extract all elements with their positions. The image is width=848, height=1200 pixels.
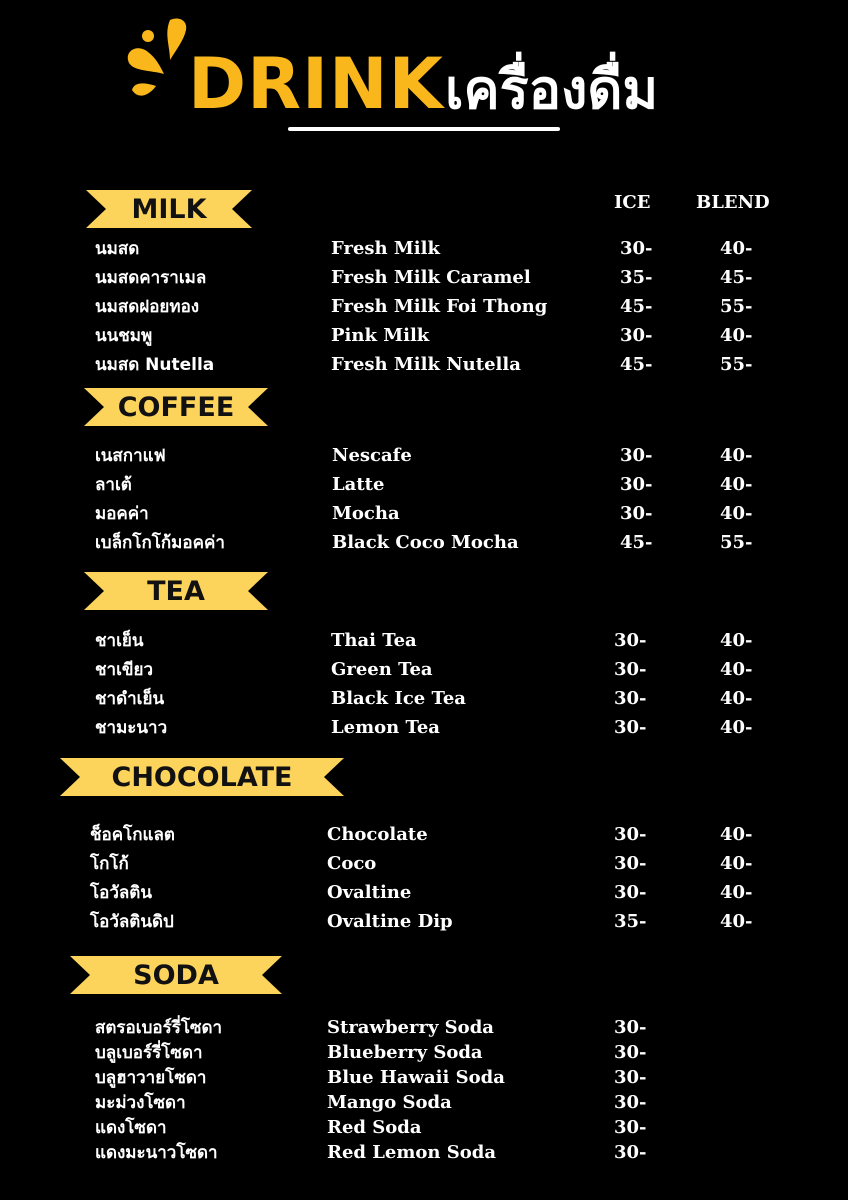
price-blend: 40- (720, 824, 753, 845)
item-name-thai: สตรอเบอร์รี่โซดา (95, 1018, 223, 1038)
section-title: COFFEE (117, 391, 235, 423)
item-name-english: Black Ice Tea (331, 688, 466, 709)
price-ice: 30- (614, 824, 647, 845)
price-ice: 30- (614, 659, 647, 680)
menu-item-row (0, 714, 848, 742)
section-title: SODA (133, 959, 219, 991)
item-name-english: Fresh Milk Nutella (331, 354, 521, 375)
price-ice: 30- (620, 474, 653, 495)
item-name-thai: ชาเขียว (95, 660, 154, 680)
item-name-thai: โอวัลตินดิป (90, 912, 174, 932)
price-ice: 35- (620, 267, 653, 288)
price-blend: 55- (720, 532, 753, 553)
price-blend: 40- (720, 503, 753, 524)
item-name-english: Fresh Milk Caramel (331, 267, 531, 288)
item-name-english: Red Lemon Soda (327, 1142, 497, 1163)
item-name-english: Thai Tea (331, 630, 417, 651)
item-name-thai: ลาเต้ (95, 475, 132, 495)
item-name-english: Coco (327, 853, 377, 874)
item-name-thai: ช็อคโกแลต (90, 825, 175, 845)
section-banner-soda (70, 956, 282, 994)
menu-item-row (0, 1039, 848, 1067)
section-banner-coffee (84, 388, 268, 426)
item-name-thai: นมสด (95, 239, 140, 259)
menu-item-row (0, 1014, 848, 1042)
price-blend: 40- (720, 445, 753, 466)
menu-item-row (0, 656, 848, 684)
title-drink: DRINK (188, 43, 444, 125)
price-blend: 40- (720, 688, 753, 709)
item-name-thai: ชามะนาว (95, 718, 168, 738)
blend-column-header: BLEND (696, 192, 770, 213)
menu-item-row (0, 235, 848, 263)
title-thai: เครื่องดื่ม (445, 58, 659, 121)
menu-item-row (0, 850, 848, 878)
price-ice: 30- (614, 688, 647, 709)
section-title: MILK (131, 193, 207, 225)
price-blend: 40- (720, 659, 753, 680)
item-name-english: Chocolate (327, 824, 428, 845)
item-name-thai: เบล็กโกโก้มอคค่า (95, 533, 225, 553)
price-blend: 55- (720, 354, 753, 375)
price-blend: 40- (720, 911, 753, 932)
price-ice: 30- (620, 445, 653, 466)
item-name-thai: นมสดคาราเมล (95, 268, 207, 288)
item-name-english: Fresh Milk (331, 238, 440, 259)
item-name-thai: นนชมพู (95, 326, 153, 346)
price-blend: 40- (720, 474, 753, 495)
item-name-thai: นมสด Nutella (95, 355, 215, 375)
menu-item-row (0, 264, 848, 292)
item-name-english: Red Soda (327, 1117, 422, 1138)
item-name-english: Ovaltine Dip (327, 911, 453, 932)
item-name-english: Blueberry Soda (327, 1042, 483, 1063)
title-underline (288, 127, 560, 131)
price-ice: 30- (614, 1142, 647, 1163)
item-name-thai: โอวัลติน (90, 883, 152, 903)
item-name-english: Green Tea (331, 659, 433, 680)
menu-item-row (0, 442, 848, 470)
menu-item-row (0, 1064, 848, 1092)
menu-item-row (0, 471, 848, 499)
price-ice: 30- (614, 630, 647, 651)
price-ice: 35- (614, 911, 647, 932)
price-ice: 30- (614, 1067, 647, 1088)
ice-column-header: ICE (614, 192, 651, 213)
price-blend: 40- (720, 853, 753, 874)
item-name-english: Black Coco Mocha (332, 532, 519, 553)
menu-item-row (0, 627, 848, 655)
item-name-thai: แดงโซดา (95, 1118, 167, 1138)
item-name-english: Blue Hawaii Soda (327, 1067, 505, 1088)
item-name-english: Nescafe (332, 445, 412, 466)
item-name-thai: ชาดำเย็น (95, 689, 165, 709)
item-name-thai: บลูฮาวายโซดา (95, 1068, 207, 1088)
item-name-thai: โกโก้ (90, 854, 129, 874)
menu-item-row (0, 529, 848, 557)
splash-logo-icon (126, 16, 196, 100)
menu-item-row (0, 821, 848, 849)
price-ice: 30- (614, 717, 647, 738)
menu-header (0, 0, 848, 140)
price-ice: 30- (614, 1017, 647, 1038)
item-name-english: Lemon Tea (331, 717, 440, 738)
menu-item-row (0, 293, 848, 321)
item-name-thai: ชาเย็น (95, 631, 144, 651)
section-banner-tea (84, 572, 268, 610)
price-blend: 40- (720, 882, 753, 903)
item-name-english: Pink Milk (331, 325, 430, 346)
price-ice: 30- (614, 1117, 647, 1138)
item-name-thai: นมสดฝอยทอง (95, 297, 200, 317)
section-title: TEA (147, 575, 205, 607)
section-banner-chocolate (60, 758, 344, 796)
price-ice: 30- (620, 325, 653, 346)
item-name-english: Fresh Milk Foi Thong (331, 296, 548, 317)
price-ice: 45- (620, 296, 653, 317)
item-name-thai: แดงมะนาวโซดา (95, 1143, 218, 1163)
price-blend: 40- (720, 325, 753, 346)
item-name-thai: เนสกาแฟ (95, 446, 166, 466)
price-ice: 30- (614, 1042, 647, 1063)
section-title: CHOCOLATE (111, 761, 293, 793)
item-name-english: Ovaltine (327, 882, 412, 903)
menu-item-row (0, 1089, 848, 1117)
price-ice: 45- (620, 532, 653, 553)
menu-item-row (0, 1139, 848, 1167)
price-ice: 30- (620, 238, 653, 259)
menu-item-row (0, 351, 848, 379)
item-name-english: Mocha (332, 503, 400, 524)
price-ice: 30- (614, 1092, 647, 1113)
menu-item-row (0, 685, 848, 713)
menu-item-row (0, 322, 848, 350)
item-name-english: Mango Soda (327, 1092, 452, 1113)
item-name-thai: บลูเบอร์รี่โซดา (95, 1043, 203, 1063)
menu-item-row (0, 1114, 848, 1142)
menu-item-row (0, 500, 848, 528)
price-ice: 30- (620, 503, 653, 524)
section-banner-milk (86, 190, 252, 228)
price-ice: 45- (620, 354, 653, 375)
price-blend: 40- (720, 238, 753, 259)
item-name-english: Strawberry Soda (327, 1017, 494, 1038)
menu-item-row (0, 879, 848, 907)
item-name-thai: มอคค่า (95, 504, 149, 524)
price-ice: 30- (614, 853, 647, 874)
menu-item-row (0, 908, 848, 936)
price-blend: 55- (720, 296, 753, 317)
item-name-english: Latte (332, 474, 385, 495)
item-name-thai: มะม่วงโซดา (95, 1093, 186, 1113)
price-blend: 40- (720, 717, 753, 738)
price-blend: 45- (720, 267, 753, 288)
price-blend: 40- (720, 630, 753, 651)
price-ice: 30- (614, 882, 647, 903)
